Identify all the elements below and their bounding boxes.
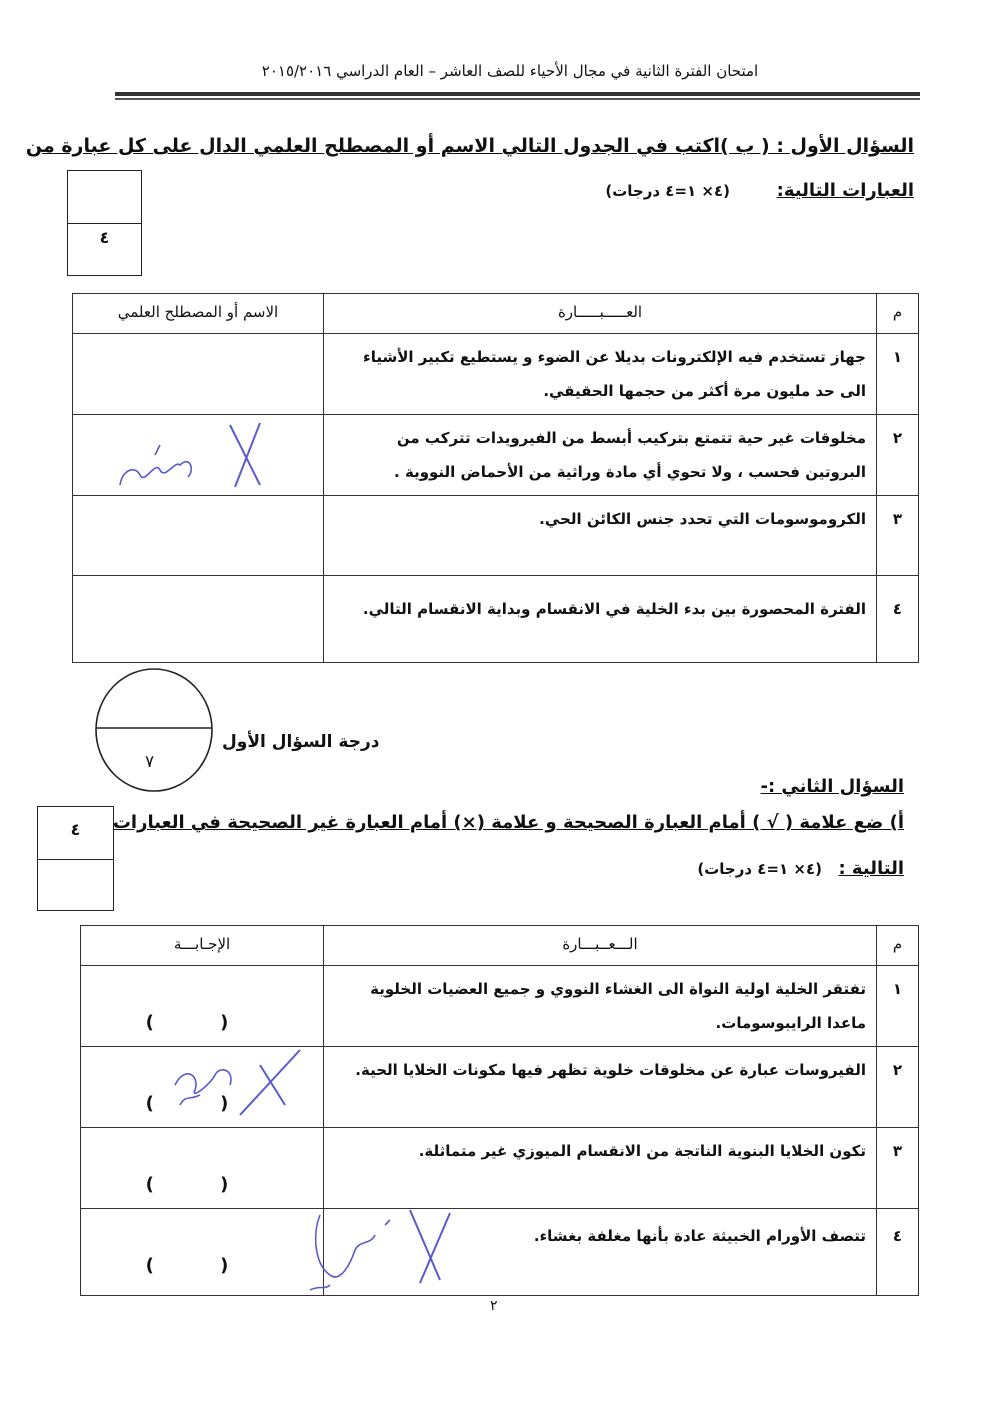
table-row: [81, 1047, 919, 1128]
row-statement: مخلوقات غير حية تتمتع بتركيب أبسط من الفيرويدات تتركب من البروتين فحسب ، ولا تحوي أي مادة وراثية من الأحماض النووية .: [324, 415, 877, 496]
col-answer: الإجـابـــة: [81, 926, 324, 966]
col-answer: الاسم أو المصطلح العلمي: [73, 294, 324, 334]
answer-cell[interactable]: [73, 576, 324, 663]
col-num: م: [877, 926, 919, 966]
col-statement: العـــــبـــــارة: [324, 294, 877, 334]
answer-cell[interactable]: [73, 415, 324, 496]
header-rule: [115, 92, 920, 96]
row-num: ٢: [877, 1047, 919, 1128]
table-row: [73, 496, 919, 576]
answer-cell[interactable]: [73, 496, 324, 576]
row-statement: الكروموسومات التي تحدد جنس الكائن الحي.: [324, 496, 877, 576]
page-number: ٢: [490, 1298, 498, 1314]
q1-title: السؤال الأول : ( ب )اكتب في الجدول التالي الاسم أو المصطلح العلمي الدال على كل عبارة من: [25, 135, 914, 157]
row-num: ١: [877, 966, 919, 1047]
col-num: م: [877, 294, 919, 334]
grade-circle: [93, 666, 215, 794]
row-statement: تفتقر الخلية اولية النواة الى الغشاء النووي و جميع العضيات الخلوية ماعدا الرايبوسومات.: [324, 966, 877, 1047]
answer-parentheses[interactable]: ( ): [81, 1209, 324, 1296]
row-num: ٣: [877, 1128, 919, 1209]
q2-title: السؤال الثاني :-: [760, 776, 904, 797]
header-rule-thin: [115, 98, 920, 100]
row-statement: الفترة المحصورة بين بدء الخلية في الانقسام وبداية الانقسام التالي.: [324, 576, 877, 663]
col-statement: الـــعــبـــارة: [324, 926, 877, 966]
exam-header: امتحان الفترة الثانية في مجال الأحياء للصف العاشر – العام الدراسي ٢٠١٥/٢٠١٦: [261, 62, 759, 80]
row-num: ٢: [877, 415, 919, 496]
answer-parentheses[interactable]: ( ): [81, 966, 324, 1047]
q2-instruction: أ) ضع علامة ( √ ) أمام العبارة الصحيحة و علامة (×) أمام العبارة غير الصحيحة في العبارات: [112, 812, 904, 833]
q1-title-2: العبارات التالية:: [776, 180, 914, 201]
q2-instruction-2: التالية :: [838, 858, 904, 879]
table-row: [73, 334, 919, 415]
q1-grade-value: ٧: [145, 752, 155, 772]
table-row: [73, 576, 919, 663]
answer-parentheses[interactable]: ( ): [81, 1047, 324, 1128]
q1-grade-label: درجة السؤال الأول: [222, 732, 380, 752]
table-row: [81, 1209, 919, 1296]
q2-marks: (٤× ١=٤ درجات): [697, 860, 822, 878]
q2-score-total: ٤: [70, 820, 81, 839]
q1-score-total: ٤: [99, 228, 110, 247]
row-statement: تتصف الأورام الخبيثة عادة بأنها مغلفة بغشاء.: [324, 1209, 877, 1296]
row-num: ١: [877, 334, 919, 415]
row-num: ٣: [877, 496, 919, 576]
answer-cell[interactable]: [73, 334, 324, 415]
table-row: [73, 415, 919, 496]
q2-table: [80, 925, 919, 1296]
q1-marks: (٤× ١=٤ درجات): [605, 182, 730, 200]
answer-parentheses[interactable]: ( ): [81, 1128, 324, 1209]
row-num: ٤: [877, 1209, 919, 1296]
row-statement: جهاز تستخدم فيه الإلكترونات بديلا عن الضوء و يستطيع تكبير الأشياء الى حد مليون مرة أكثر من حجمها الحقيقي.: [324, 334, 877, 415]
table-row: [81, 1128, 919, 1209]
q1-table: [72, 293, 919, 663]
table-row: [81, 966, 919, 1047]
row-num: ٤: [877, 576, 919, 663]
row-statement: الفيروسات عبارة عن مخلوقات خلوية تظهر فيها مكونات الخلايا الحية.: [324, 1047, 877, 1128]
q2-score-box: [37, 806, 114, 911]
q1-score-box: [67, 170, 142, 276]
row-statement: تكون الخلايا البنوية الناتجة من الانقسام الميوزي غير متماثلة.: [324, 1128, 877, 1209]
